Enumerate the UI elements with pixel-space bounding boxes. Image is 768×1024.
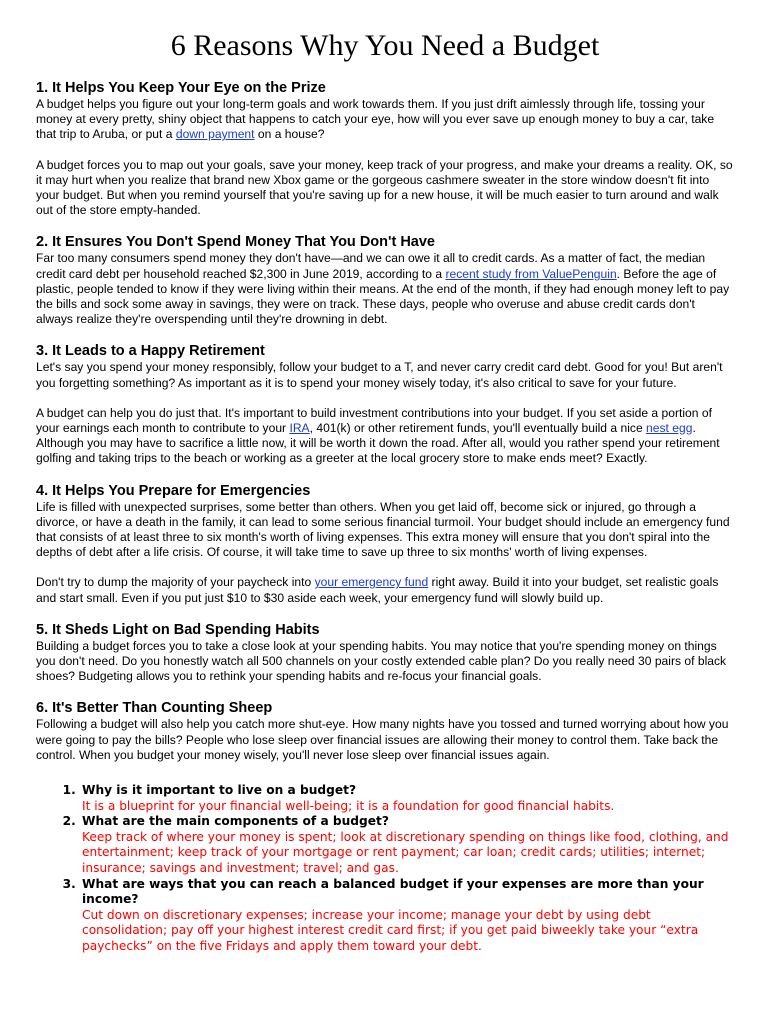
section-paragraph: A budget forces you to map out your goals, save your money, keep track of your progress, and make your dreams a reality. OK, so it may hurt when you realize that brand new Xbox game or the gorgeous cashmere sweater in the store window doesn't fit into your budget. But when you remind yourself that you're saving up for a new house, it will be much easier to turn around and walk out of the store empty-handed. [36,157,733,218]
section-bad-spending-habits [36,622,734,685]
paragraph-text: A budget can help you do just that. It's important to build investment contributions into your budget. If you set aside a portion of your earnings each month to contribute to your [36,405,712,436]
paragraph-text: A budget helps you figure out your long-term goals and work towards them. If you just drift aimlessly through life, tossing your money at every pretty, shiny object that happens to catch your eye, how will you ever save up enough money to buy a car, take that trip to Aruba, or put a [36,97,715,142]
section-heading: 3. It Leads to a Happy Retirement [36,343,265,360]
section-paragraph [36,406,734,467]
faq-question: What are ways that you can reach a balanced budget if your expenses are more than your income? [82,876,704,907]
section-heading: 5. It Sheds Light on Bad Spending Habits [36,621,320,638]
paragraph-text: . Before the age of plastic, people tended to know if they were living within their means. At the end of the month, if they had enough money left to pay the bills and sock some away in savings, they were on track. These days, people who overuse and abuse credit cards don't always realize they're overspending until they're drowning in debt. [36,266,730,327]
section-heading: 6. It's Better Than Counting Sheep [36,700,273,717]
section-heading: 4. It Helps You Prepare for Emergencies [36,482,311,499]
document-page [36,28,734,955]
nest-egg-link[interactable]: nest egg [646,421,693,436]
paragraph-text: right away. Build it into your budget, set realistic goals and start small. Even if you put just $10 to $30 aside each week, your emergency fund will slowly build up. [36,575,719,605]
faq-item [80,814,734,876]
faq-item [80,783,734,814]
section-paragraph [36,575,734,605]
faq-question: What are the main components of a budget? [82,814,389,829]
emergency-fund-link[interactable]: your emergency fund [314,575,429,590]
ira-link[interactable]: IRA [289,421,310,436]
section-keep-eye-on-prize [36,80,734,218]
paragraph-text: . Although you may have to sacrifice a little now, it will be worth it down the road. After all, would you rather spend your retirement golfing and taking trips to the beach or working as a greeter at the local grocery store to make ends meet? Exactly. [36,421,720,466]
faq-question: Why is it important to live on a budget? [82,783,357,798]
faq-answer: Keep track of where your money is spent; look at discretionary spending on things like food, clothing, and entertainment; keep track of your mortgage or rent payment; car loan; credit cards; utilities; internet; insurance; savings and investment; travel; and gas. [82,829,729,876]
paragraph-text: Don't try to dump the majority of your paycheck into [36,575,315,590]
paragraph-text: Far too many consumers spend money they don't have—and we can owe it all to credit cards. As a matter of fact, the median credit card debt per household reached $2,300 in June 2019, according to a [36,251,706,281]
section-prepare-emergencies [36,483,734,606]
faq-list [36,783,734,955]
section-happy-retirement [36,343,734,466]
section-dont-spend-money [36,234,734,327]
section-counting-sheep [36,700,734,763]
section-paragraph: Life is filled with unexpected surprises, some better than others. When you get laid off, become sick or injured, go through a divorce, or have a death in the family, it can lead to some serious financial turmoil. Your budget should include an emergency fund that consists of at least three to six month's worth of living expenses. This extra money will ensure that you don't spiral into the depths of debt after a life crisis. Of course, it will take time to save up three to six months' worth of living expenses. [36,499,730,560]
section-heading: 1. It Helps You Keep Your Eye on the Prize [36,80,326,96]
document-title: 6 Reasons Why You Need a Budget [170,29,600,62]
faq-answer: It is a blueprint for your financial well-being; it is a foundation for good financial habits. [82,798,615,813]
faq-answer: Cut down on discretionary expenses; increase your income; manage your debt by using debt consolidation; pay off your highest interest credit card first; if you get paid biweekly take your “extra paychecks” on the five Fridays and apply them toward your debt. [82,907,699,954]
section-heading: 2. It Ensures You Don't Spend Money That You Don't Have [36,234,435,251]
paragraph-text: , 401(k) or other retirement funds, you'll eventually build a nice [309,421,647,436]
section-paragraph: Building a budget forces you to take a close look at your spending habits. You may notice that you're spending money on things you don't need. Do you honestly watch all 500 channels on your costly extended cable plan? Do you really need 30 pairs of black shoes? Budgeting allows you to rethink your spending habits and re-focus your financial goals. [36,638,727,684]
paragraph-text: on a house? [254,127,325,142]
section-paragraph: Following a budget will also help you catch more shut-eye. How many nights have you tossed and turned worrying about how you were going to pay the bills? People who lose sleep over financial issues are allowing their money to control them. Take back the control. When you budget your money wisely, you'll never lose sleep over financial issues again. [36,717,729,762]
faq-item [80,877,734,955]
valuepenguin-study-link[interactable]: recent study from ValuePenguin [445,266,617,281]
section-paragraph: Let's say you spend your money responsibly, follow your budget to a T, and never carry credit card debt. Good for you! But aren't you forgetting something? As important as it is to spend your money wisely today, it's also critical to save for your future. [36,360,723,390]
section-paragraph [36,97,734,143]
down-payment-link[interactable]: down payment [175,127,255,142]
section-paragraph [36,251,734,327]
